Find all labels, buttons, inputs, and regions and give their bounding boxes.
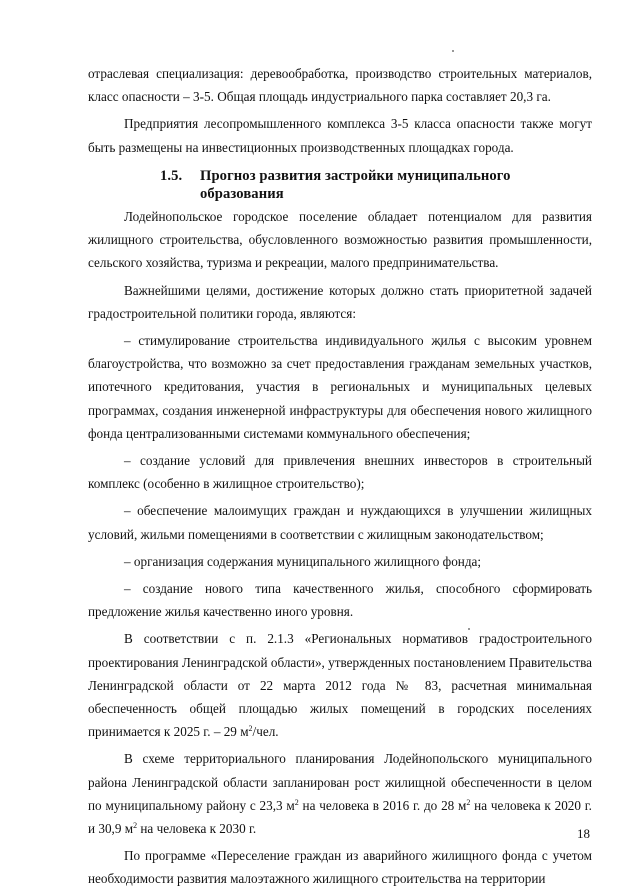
page-number: 18 xyxy=(577,826,590,841)
list-item: – создание нового типа качественного жилья, способного сформировать предложение жилья качественно иного уровня. xyxy=(88,581,592,620)
paragraph-goals: Важнейшими целями, достижение которых должно стать приоритетной задачей градостроительной политики города, являются: xyxy=(88,282,592,321)
list-item: – создание условий для привлечения внешних инвесторов в строительный комплекс (особенно в жилищное строительство); xyxy=(88,453,592,492)
superscript: 2 xyxy=(466,797,471,807)
paragraph-resettlement-program: По программе «Переселение граждан из аварийного жилищного фонда с учетом необходимости развития малоэтажного жилищного строительства на территории xyxy=(88,848,592,887)
scheme-text-3: на человека к 2020 г. и 30,9 м xyxy=(88,797,592,837)
scan-speck xyxy=(452,50,454,52)
list-item: – организация содержания муниципального жилищного фонда; xyxy=(124,553,482,569)
section-title-line1: Прогноз развития застройки муниципального xyxy=(200,168,511,184)
section-title-line2: образования xyxy=(200,186,284,202)
scheme-text-1: В схеме территориального планирования Лодейнопольского муниципального района Ленинградской области запланирован рост жилищной обеспеченности в целом по муниципальному району с 23,3 м xyxy=(88,751,592,813)
paragraph-lumber-enterprises: Предприятия лесопромышленного комплекса 3-5 класса опасности также могут быть размещены на инвестиционных производственных площадках города. xyxy=(88,116,592,155)
section-heading xyxy=(160,167,580,203)
norm-text: В соответствии с п. 2.1.3 «Региональных нормативов градостроительного проектирования Ленинградской области», утвержденных постановлением Правительства Ленинградской области от 22 марта 2012 года № 83, расчетная минимальная обеспеченность общей площадью жилых помещений в городских поселениях принимается к 2025 г. – 29 м xyxy=(88,631,592,740)
list-item: – обеспечение малоимущих граждан и нуждающихся в улучшении жилищных условий, жильми помещениями в соответствии с жилищным законодательством; xyxy=(88,503,592,542)
paragraph-potential: Лодейнопольское городское поселение обладает потенциалом для развития жилищного строительства, обусловленного возможностью развития промышленности, сельского хозяйства, туризма и рекреации, малого предпринимательства. xyxy=(88,209,592,271)
paragraph-territorial-scheme xyxy=(88,747,592,840)
body-text-block xyxy=(88,205,592,895)
superscript: 2 xyxy=(248,724,253,734)
list-item: – стимулирование строительства индивидуального жилья с высоким уровнем благоустройства, что возможно за счет предоставления гражданам земельных участков, ипотечного кредитования, участия в региональных и муниципальных целевых программах, создания инженерной инфраструктуры для обеспечения нового жилищного фонда централизованными системами коммунального обеспечения; xyxy=(88,333,592,441)
norm-tail: /чел. xyxy=(252,724,279,740)
section-number: 1.5. xyxy=(160,168,183,184)
superscript: 2 xyxy=(133,821,138,831)
scheme-text-4: на человека к 2030 г. xyxy=(137,821,257,837)
scheme-text-2: на человека в 2016 г. до 28 м xyxy=(298,797,467,813)
superscript: 2 xyxy=(294,797,299,807)
paragraph-regional-norms xyxy=(88,627,592,743)
paragraph-continuation: отраслевая специализация: деревообработка, производство строительных материалов, класс опасности – 3-5. Общая площадь индустриального парка составляет 20,3 га. xyxy=(88,66,592,105)
top-text-block xyxy=(88,62,592,163)
